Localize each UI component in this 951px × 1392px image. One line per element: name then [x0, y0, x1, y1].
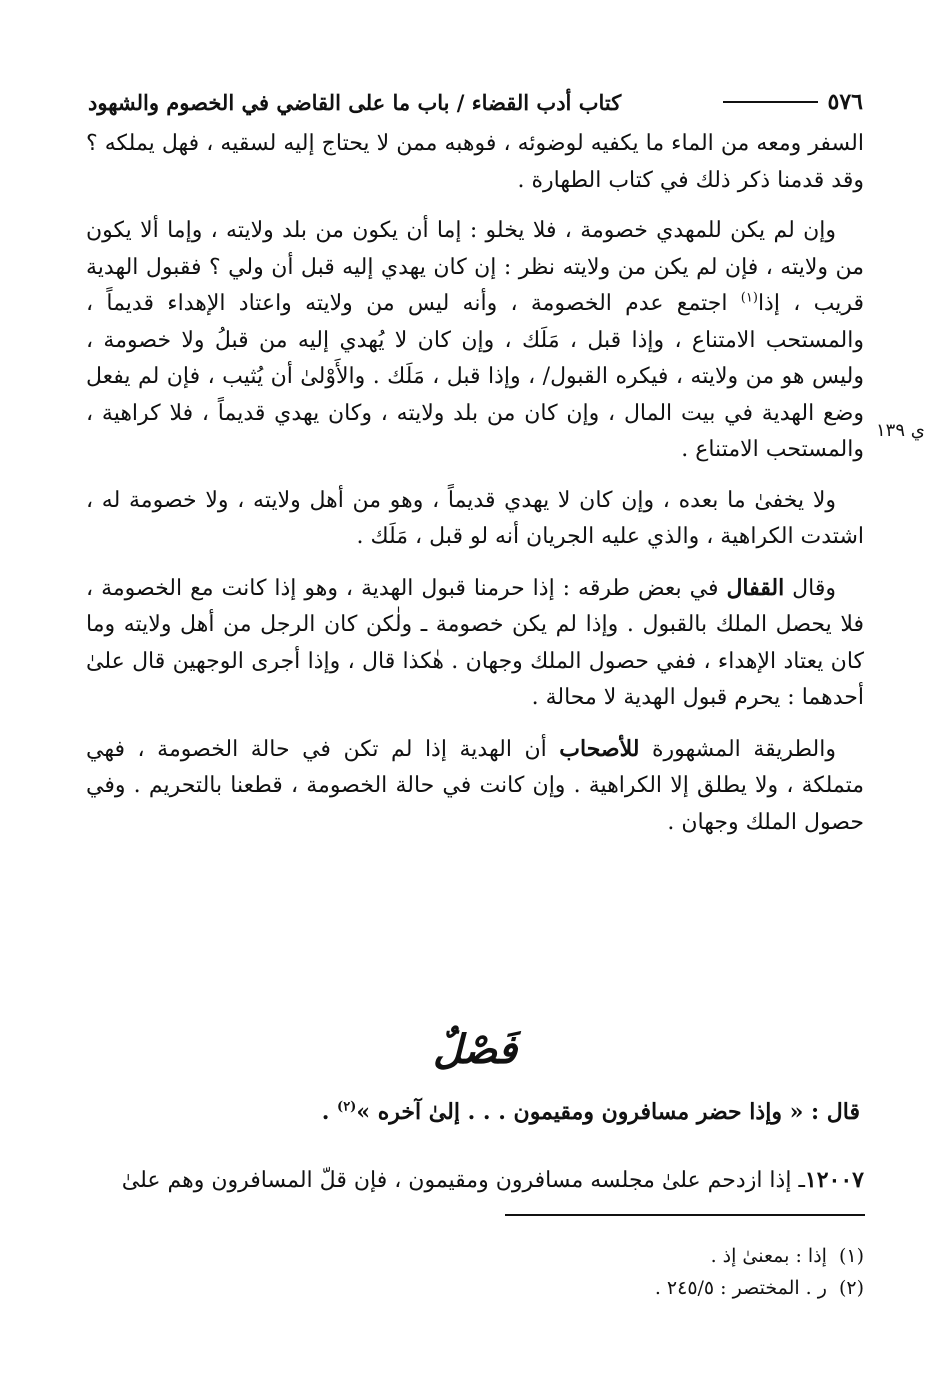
- header-rule: [723, 101, 818, 103]
- quoted-statement: [300, 1094, 860, 1130]
- footnote-reference[interactable]: (١): [740, 290, 758, 306]
- paragraph: [86, 126, 864, 199]
- paragraph-text: والطريقة المشهورة: [639, 736, 836, 762]
- quoted-statement-tail: .: [321, 1099, 338, 1125]
- margin-note: ي ١٣٩: [876, 420, 925, 441]
- issue-number: ١٢٠٠٧: [804, 1167, 864, 1193]
- paragraph: [86, 213, 864, 469]
- footnote-number: (١): [838, 1245, 864, 1267]
- paragraph-text: أن الهدية إذا لم تكن في حالة الخصومة ، فهي متملكة ، ولا يطلق إلا الكراهية . وإن كانت في حالة الخصومة ، قطعنا بالتحريم . وفي حصول الملك وجهان .: [86, 736, 864, 835]
- paragraph-text: السفر ومعه من الماء ما يكفيه لوضوئه ، فوهبه ممن لا يحتاج إليه لسقيه ، فهل يملكه ؟ وقد قدمنا ذكر ذلك في كتاب الطهارة .: [86, 131, 864, 193]
- section-heading-fasl: فَصْلٌ: [432, 1026, 518, 1073]
- footnote: [86, 1272, 864, 1304]
- footnote-reference[interactable]: (٢): [337, 1099, 357, 1115]
- emphasized-term: للأصحاب: [559, 735, 640, 762]
- page-number: ٥٧٦: [827, 89, 863, 115]
- running-title: كتاب أدب القضاء / باب ما على القاضي في الخصوم والشهود: [88, 89, 622, 115]
- paragraph: [86, 731, 864, 842]
- footnote: [86, 1240, 864, 1272]
- footnotes: [86, 1240, 864, 1304]
- main-text: [86, 126, 864, 855]
- issue-text: ـ إذا ازدحم علىٰ مجلسه مسافرون ومقيمون ، فإن قلّ المسافرون وهم علىٰ: [121, 1168, 805, 1193]
- paragraph-text: اجتمع عدم الخصومة ، وأنه ليس من ولايته واعتاد الإهداء قديماً ، والمستحب الامتناع ، وإذا قبل ، مَلَك ، وإن كان لا يُهدي إليه من قبلُ ولا خصومة ، وليس هو من ولايته ، فيكره القبول/ ، وإذا قبل ، مَلَك . والأَوْلىٰ أن يُثيب ، فإن لم يفعل وضع الهدية في بيت المال ، وإن كان من بلد ولايته ، وكان يهدي قديماً ، فلا كراهية ، والمستحب الامتناع .: [86, 291, 865, 462]
- quoted-statement-text: قال : « وإذا حضر مسافرون ومقيمون . . . إلىٰ آخره »: [356, 1099, 860, 1125]
- paragraph-text: في بعض طرقه : إذا حرمنا قبول الهدية ، وهو إذا كانت مع الخصومة ، فلا يحصل الملك بالقبول . وإذا لم يكن خصومة ـ ولٰكن كان الرجل من أهل ولايته وما كان يعتاد الإهداء ، ففي حصول الملك وجهان . هٰكذا قال ، وإذا أجرى الوجهين قال علىٰ أحدهما : يحرم قبول الهدية لا محالة .: [86, 575, 864, 710]
- paragraph: [86, 570, 864, 717]
- footnote-separator: [505, 1214, 865, 1216]
- paragraph: [86, 483, 864, 556]
- paragraph-text: ولا يخفىٰ ما بعده ، وإن كان لا يهدي قديماً ، وهو من أهل ولايته ، ولا خصومة له ، اشتدت الكراهية ، والذي عليه الجريان أنه لو قبل ، مَلَك .: [86, 487, 864, 549]
- scholar-name: القفال: [726, 574, 785, 601]
- paragraph-text: وإن لم يكن للمهدي خصومة ، فلا يخلو : إما أن يكون من بلد ولايته ، وإما ألا يكون من ولايته ، فإن لم يكن من ولايته نظر : إن كان يهدي إليه قبل أن ولي ؟ فقبول الهدية قريب ، إذا: [86, 218, 864, 316]
- footnote-text: ر . المختصر : ٢٤٥/٥ .: [654, 1277, 827, 1299]
- page-header: [88, 84, 863, 120]
- footnote-number: (٢): [838, 1277, 864, 1299]
- issue-paragraph: [86, 1162, 864, 1199]
- footnote-text: إذا : بمعنىٰ إذ .: [710, 1245, 827, 1267]
- paragraph-text: وقال: [784, 575, 836, 601]
